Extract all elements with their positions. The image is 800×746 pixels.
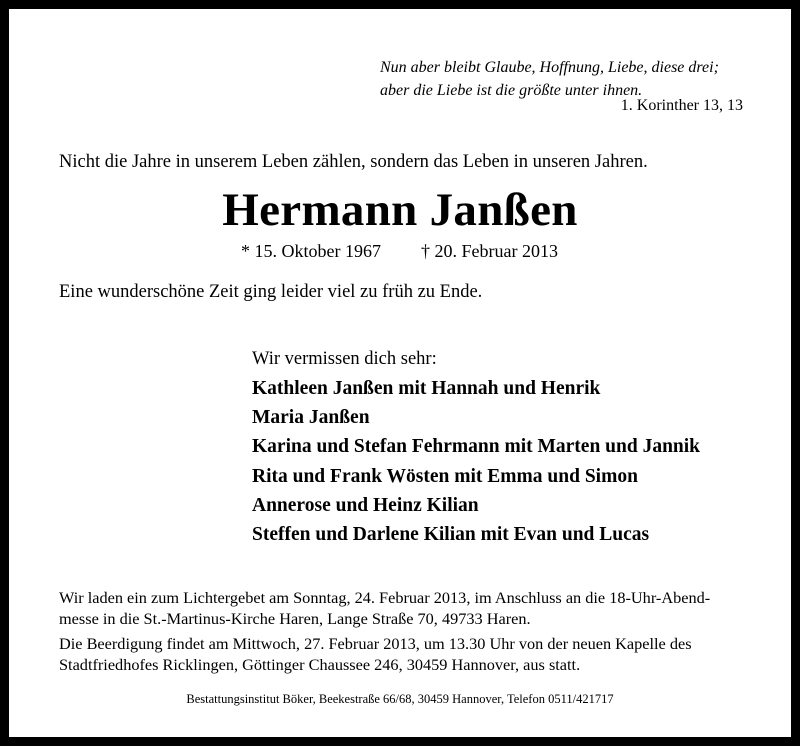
verse-line-2: aber die Liebe ist die größte unter ihnen.	[380, 82, 643, 99]
farewell-text: Eine wunderschöne Zeit ging leider viel zu früh zu Ende.	[59, 282, 483, 302]
funeral-line-2: Stadtfriedhofes Ricklingen, Göttinger Chaussee 246, 30459 Hannover, aus statt.	[59, 655, 581, 674]
prayer-line-1: Wir laden ein zum Lichtergebet am Sonntag, 24. Februar 2013, im Anschluss an die 18-Uhr-Abend-	[59, 588, 711, 607]
motto: Nicht die Jahre in unserem Leben zählen, sondern das Leben in unseren Jahren.	[59, 152, 648, 172]
prayer-line-2: messe in die St.-Martinus-Kirche Haren, Lange Straße 70, 49733 Haren.	[59, 609, 531, 628]
mourners-list	[252, 374, 700, 549]
mourner-name: Rita und Frank Wösten mit Emma und Simon	[252, 465, 638, 487]
verse-line-1: Nun aber bleibt Glaube, Hoffnung, Liebe, diese drei;	[380, 59, 719, 76]
mourner-name: Annerose und Heinz Kilian	[252, 494, 479, 516]
verse-reference: 1. Korinther 13, 13	[620, 97, 743, 114]
funeral-line-1: Die Beerdigung findet am Mittwoch, 27. Februar 2013, um 13.30 Uhr von der neuen Kapelle des	[59, 634, 692, 653]
birth-date: * 15. Oktober 1967	[241, 241, 381, 261]
prayer-invitation	[59, 587, 761, 629]
deceased-name: Hermann Janßen	[222, 184, 578, 236]
life-dates	[241, 241, 558, 262]
mourner-name: Kathleen Janßen mit Hannah und Henrik	[252, 378, 601, 399]
death-date: † 20. Februar 2013	[420, 241, 558, 261]
funeral-info	[59, 633, 761, 675]
funeral-home-footer: Bestattungsinstitut Böker, Beekestraße 66/68, 30459 Hannover, Telefon 0511/421717	[186, 692, 614, 706]
bible-verse	[380, 56, 719, 102]
mourner-name: Karina und Stefan Fehrmann mit Marten und Jannik	[252, 436, 701, 458]
mourner-name: Steffen und Darlene Kilian mit Evan und Lucas	[252, 524, 650, 546]
mourners-intro: Wir vermissen dich sehr:	[252, 349, 437, 369]
mourner-name: Maria Janßen	[252, 407, 370, 429]
